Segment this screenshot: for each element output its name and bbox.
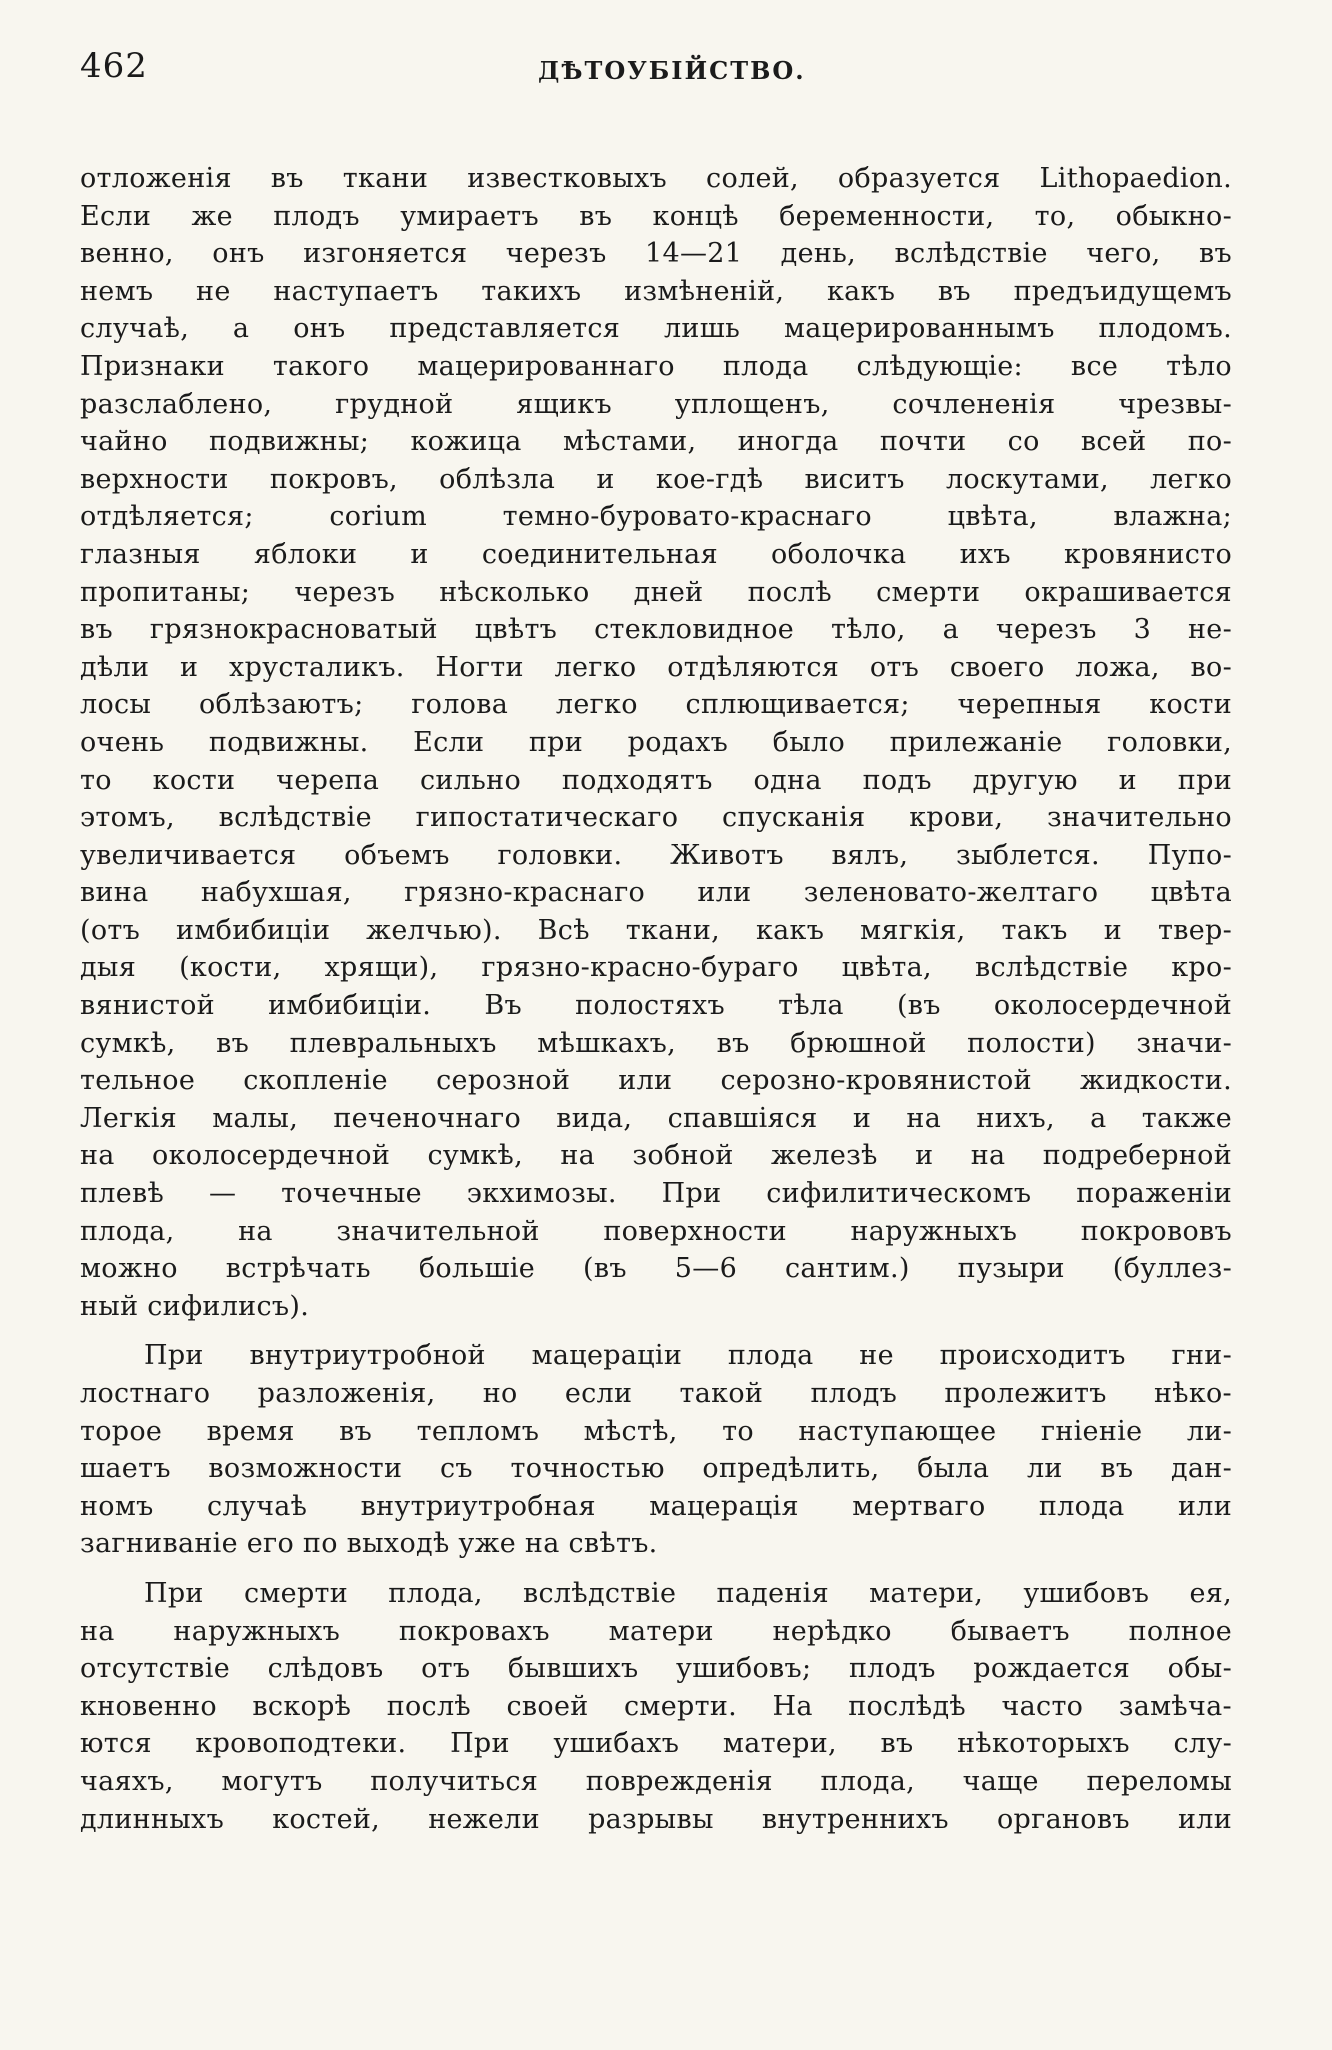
text-line: вянистой имбибиціи. Въ полостяхъ тѣла (въ околосердечной [80,990,1232,1022]
text-line: на наружныхъ покровахъ матери нерѣдко бываетъ полное [80,1615,1232,1647]
text-line: При смерти плода, вслѣдствіе паденія матери, ушибовъ ея, [144,1577,1232,1609]
text-line: разслаблено, грудной ящикъ уплощенъ, сочлененія чрезвы- [80,388,1232,420]
text-line: дыя (кости, хрящи), грязно-красно-бураго цвѣта, вслѣдствіе кро- [80,952,1232,984]
text-line: можно встрѣчать большіе (въ 5—6 сантим.) пузыри (буллез- [80,1253,1232,1285]
text-line: отдѣляется; corium темно-буровато-краснаго цвѣта, влажна; [80,501,1232,533]
text-line: длинныхъ костей, нежели разрывы внутреннихъ органовъ или [80,1803,1232,1835]
text-line: плода, на значительной поверхности наружныхъ покрововъ [80,1215,1232,1247]
text-line: шаетъ возможности съ точностью опредѣлить, была ли въ дан- [80,1453,1232,1485]
text-line: загниваніе его по выходѣ уже на свѣтъ. [80,1528,658,1560]
text-line: увеличивается объемъ головки. Животъ вялъ, зыблется. Пупо- [80,839,1232,871]
page-body-text [80,160,1232,1838]
text-line: дѣли и хрусталикъ. Ногти легко отдѣляются отъ своего ложа, во- [80,651,1232,683]
text-line: немъ не наступаетъ такихъ измѣненій, какъ въ предъидущемъ [80,275,1232,307]
paragraph-2 [80,1337,1232,1563]
page-number: 462 [80,46,148,86]
text-line: глазныя яблоки и соединительная оболочка ихъ кровянисто [80,538,1232,570]
text-line: отложенія въ ткани известковыхъ солей, образуется Lithopaedion. [80,163,1232,194]
text-line: номъ случаѣ внутриутробная мацерація мертваго плода или [80,1490,1232,1522]
text-line: кновенно вскорѣ послѣ своей смерти. На послѣдѣ часто замѣча- [80,1690,1232,1722]
text-line: Легкія малы, печеночнаго вида, спавшіяся и на нихъ, а также [80,1102,1232,1134]
text-line: Признаки такого мацерированнаго плода слѣдующіе: все тѣло [80,350,1232,382]
text-line: При внутриутробной мацераціи плода не происходитъ гни- [144,1340,1232,1372]
text-line: ются кровоподтеки. При ушибахъ матери, въ нѣкоторыхъ слу- [80,1728,1232,1760]
text-line: лостнаго разложенія, но если такой плодъ пролежитъ нѣко- [80,1378,1232,1409]
text-line: пропитаны; черезъ нѣсколько дней послѣ смерти окрашивается [80,576,1232,608]
text-line: отсутствіе слѣдовъ отъ бывшихъ ушибовъ; плодъ рождается обы- [80,1653,1232,1685]
page-header [80,38,1232,98]
text-line: этомъ, вслѣдствіе гипостатическаго спусканія крови, значительно [80,802,1232,834]
text-line: Если же плодъ умираетъ въ концѣ беременности, то, обыкно- [80,200,1232,232]
text-line: торое время въ тепломъ мѣстѣ, то наступающее гніеніе ли- [80,1415,1232,1447]
text-line: (отъ имбибиціи желчью). Всѣ ткани, какъ мягкія, такъ и твер- [80,914,1232,946]
text-line: чайно подвижны; кожица мѣстами, иногда почти со всей по- [80,426,1232,458]
text-line: венно, онъ изгоняется черезъ 14—21 день, вслѣдствіе чего, въ [80,238,1232,270]
text-line: тельное скопленіе серозной или серозно-кровянистой жидкости. [80,1065,1232,1097]
running-title: ДѢТОУБІЙСТВО. [538,56,806,85]
text-line: очень подвижны. Если при родахъ было прилежаніе головки, [80,726,1232,758]
text-line: случаѣ, а онъ представляется лишь мацерированнымъ плодомъ. [80,313,1232,345]
text-line: въ грязнокрасноватый цвѣтъ стекловидное тѣло, а черезъ 3 не- [80,614,1232,646]
text-line: вина набухшая, грязно-краснаго или зеленовато-желтаго цвѣта [80,877,1232,909]
text-line: сумкѣ, въ плевральныхъ мѣшкахъ, въ брюшной полости) значи- [80,1027,1232,1059]
paragraph-1 [80,160,1232,1325]
text-line: плевѣ — точечные экхимозы. При сифилитическомъ пораженіи [80,1178,1232,1210]
text-line: ный сифилисъ). [80,1290,310,1322]
text-line: лосы облѣзаютъ; голова легко сплющивается; черепныя кости [80,689,1232,721]
text-line: на околосердечной сумкѣ, на зобной железѣ и на подреберной [80,1140,1232,1172]
paragraph-3 [80,1575,1232,1838]
text-line: то кости черепа сильно подходятъ одна подъ другую и при [80,764,1232,796]
text-line: верхности покровъ, облѣзла и кое-гдѣ виситъ лоскутами, легко [80,463,1232,495]
text-line: чаяхъ, могутъ получиться поврежденія плода, чаще переломы [80,1765,1232,1797]
